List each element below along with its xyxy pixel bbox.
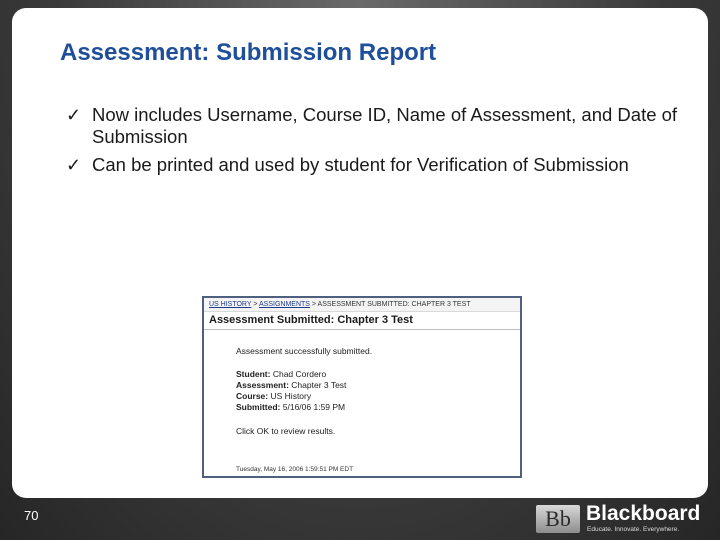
field-label: Student: bbox=[236, 369, 271, 379]
bullet-item bbox=[66, 154, 686, 176]
breadcrumb-current: ASSESSMENT SUBMITTED: CHAPTER 3 TEST bbox=[317, 301, 471, 308]
page-heading: Assessment Submitted: Chapter 3 Test bbox=[204, 312, 520, 330]
breadcrumb bbox=[204, 298, 520, 312]
field-label: Submitted: bbox=[236, 402, 281, 412]
field-assessment bbox=[236, 380, 520, 391]
bullet-item bbox=[66, 104, 686, 148]
logo-wordmark: Blackboard bbox=[586, 502, 701, 525]
blackboard-logo bbox=[536, 502, 710, 536]
report-body bbox=[204, 330, 520, 436]
success-message: Assessment successfully submitted. bbox=[236, 346, 373, 356]
field-value: Chapter 3 Test bbox=[291, 380, 347, 390]
review-instruction: Click OK to review results. bbox=[236, 426, 336, 436]
slide-title: Assessment: Submission Report bbox=[60, 39, 437, 66]
breadcrumb-course[interactable]: US HISTORY bbox=[209, 301, 252, 308]
bullet-list bbox=[66, 104, 686, 182]
breadcrumb-separator: > bbox=[309, 301, 318, 308]
timestamp: Tuesday, May 16, 2006 1:59:51 PM EDT bbox=[236, 466, 354, 473]
breadcrumb-separator: > bbox=[251, 301, 259, 308]
field-submitted bbox=[236, 402, 520, 413]
field-value: 5/16/06 1:59 PM bbox=[282, 402, 346, 412]
logo-tagline: Educate. Innovate. Everywhere. bbox=[587, 526, 680, 533]
field-label: Assessment: bbox=[236, 380, 289, 390]
bullet-text: Can be printed and used by student for Verification of Submission bbox=[92, 154, 629, 175]
checkmark-icon: ✓ bbox=[66, 155, 82, 175]
field-student bbox=[236, 369, 520, 380]
field-course bbox=[236, 391, 520, 402]
checkmark-icon: ✓ bbox=[66, 105, 82, 125]
bullet-text: Now includes Username, Course ID, Name of Assessment, and Date of Submission bbox=[92, 104, 678, 147]
page-number: 70 bbox=[24, 508, 39, 523]
breadcrumb-assignments[interactable]: ASSIGNMENTS bbox=[259, 301, 310, 308]
field-value: US History bbox=[270, 391, 312, 401]
field-label: Course: bbox=[236, 391, 269, 401]
submission-report-screenshot bbox=[202, 296, 522, 478]
bb-monogram-icon: Bb bbox=[536, 505, 580, 533]
field-value: Chad Cordero bbox=[272, 369, 327, 379]
